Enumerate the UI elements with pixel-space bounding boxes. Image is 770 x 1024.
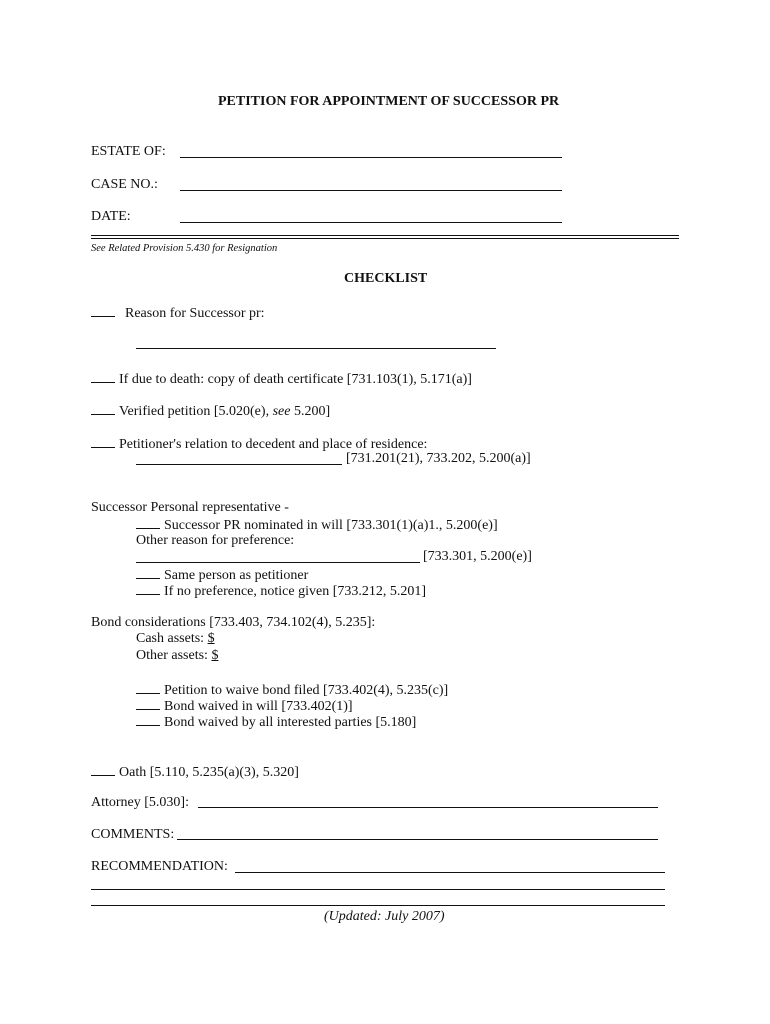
header-divider [91,235,679,239]
recommendation-field-line-2[interactable] [91,889,665,890]
death-item [91,370,472,388]
waive-petition-checkbox[interactable] [136,681,160,694]
updated-note: (Updated: July 2007) [324,909,445,924]
same-person-label: Same person as petitioner [164,568,309,583]
death-label: If due to death: copy of death certificate [731.103(1), 5.171(a)] [119,372,472,387]
other-reason-label: Other reason for preference: [136,533,295,548]
cash-assets-label: Cash assets: [136,631,208,646]
comments-label: COMMENTS: [91,827,175,842]
page-title: PETITION FOR APPOINTMENT OF SUCCESSOR PR [218,94,560,109]
other-assets-field[interactable]: $ [211,648,219,663]
date-field[interactable] [180,222,562,223]
case-label: CASE NO.: [91,177,158,192]
oath-checkbox[interactable] [91,763,115,776]
other-assets-label: Other assets: [136,648,212,663]
no-preference-item [136,582,426,600]
relation-checkbox[interactable] [91,435,115,448]
relation-label: Petitioner's relation to decedent and place of residence: [119,437,428,452]
same-person-checkbox[interactable] [136,566,160,579]
verified-label-prefix: Verified petition [5.020(e), [119,404,273,419]
checklist-heading: CHECKLIST [344,271,428,286]
waived-will-label: Bond waived in will [733.402(1)] [164,699,353,714]
oath-item [91,763,299,781]
waived-parties-label: Bond waived by all interested parties [5.180] [164,715,417,730]
nominated-label: Successor PR nominated in will [733.301(1)(a)1., 5.200(e)] [164,518,498,533]
other-reason-field[interactable] [136,562,420,563]
nominated-checkbox[interactable] [136,516,160,529]
attorney-label: Attorney [5.030]: [91,795,189,810]
verified-label-suffix: 5.200] [290,404,331,419]
death-checkbox[interactable] [91,370,115,383]
other-assets-line [136,648,218,664]
no-preference-label: If no preference, notice given [733.212, 5.201] [164,584,427,599]
date-label: DATE: [91,209,131,224]
reason-field[interactable] [136,348,496,349]
oath-label: Oath [5.110, 5.235(a)(3), 5.320] [119,765,299,780]
relation-cite: [731.201(21), 733.202, 5.200(a)] [346,451,531,466]
attorney-field[interactable] [198,807,658,808]
comments-field[interactable] [177,839,658,840]
recommendation-field-line-3[interactable] [91,905,665,906]
successor-heading: Successor Personal representative - [91,500,289,515]
bond-heading: Bond considerations [733.403, 734.102(4), 5.235]: [91,615,376,630]
reason-item [91,304,265,322]
waived-parties-checkbox[interactable] [136,713,160,726]
waived-will-checkbox[interactable] [136,697,160,710]
case-field[interactable] [180,190,562,191]
reason-label: Reason for Successor pr: [125,306,265,321]
verified-see: see [272,404,291,419]
related-provision-note: See Related Provision 5.430 for Resignation [91,243,278,254]
recommendation-label: RECOMMENDATION: [91,859,228,874]
reason-checkbox[interactable] [91,304,115,317]
cash-assets-line [136,631,215,647]
waived-parties-item [136,713,416,731]
verified-item [91,402,330,420]
estate-label: ESTATE OF: [91,144,166,159]
recommendation-field[interactable] [235,872,665,873]
verified-checkbox[interactable] [91,402,115,415]
other-reason-cite: [733.301, 5.200(e)] [423,549,532,564]
no-preference-checkbox[interactable] [136,582,160,595]
cash-assets-field[interactable]: $ [207,631,215,646]
waive-petition-label: Petition to waive bond filed [733.402(4), 5.235(c)] [164,683,449,698]
nominated-item [136,516,498,534]
estate-field[interactable] [180,157,562,158]
relation-field[interactable] [136,464,342,465]
